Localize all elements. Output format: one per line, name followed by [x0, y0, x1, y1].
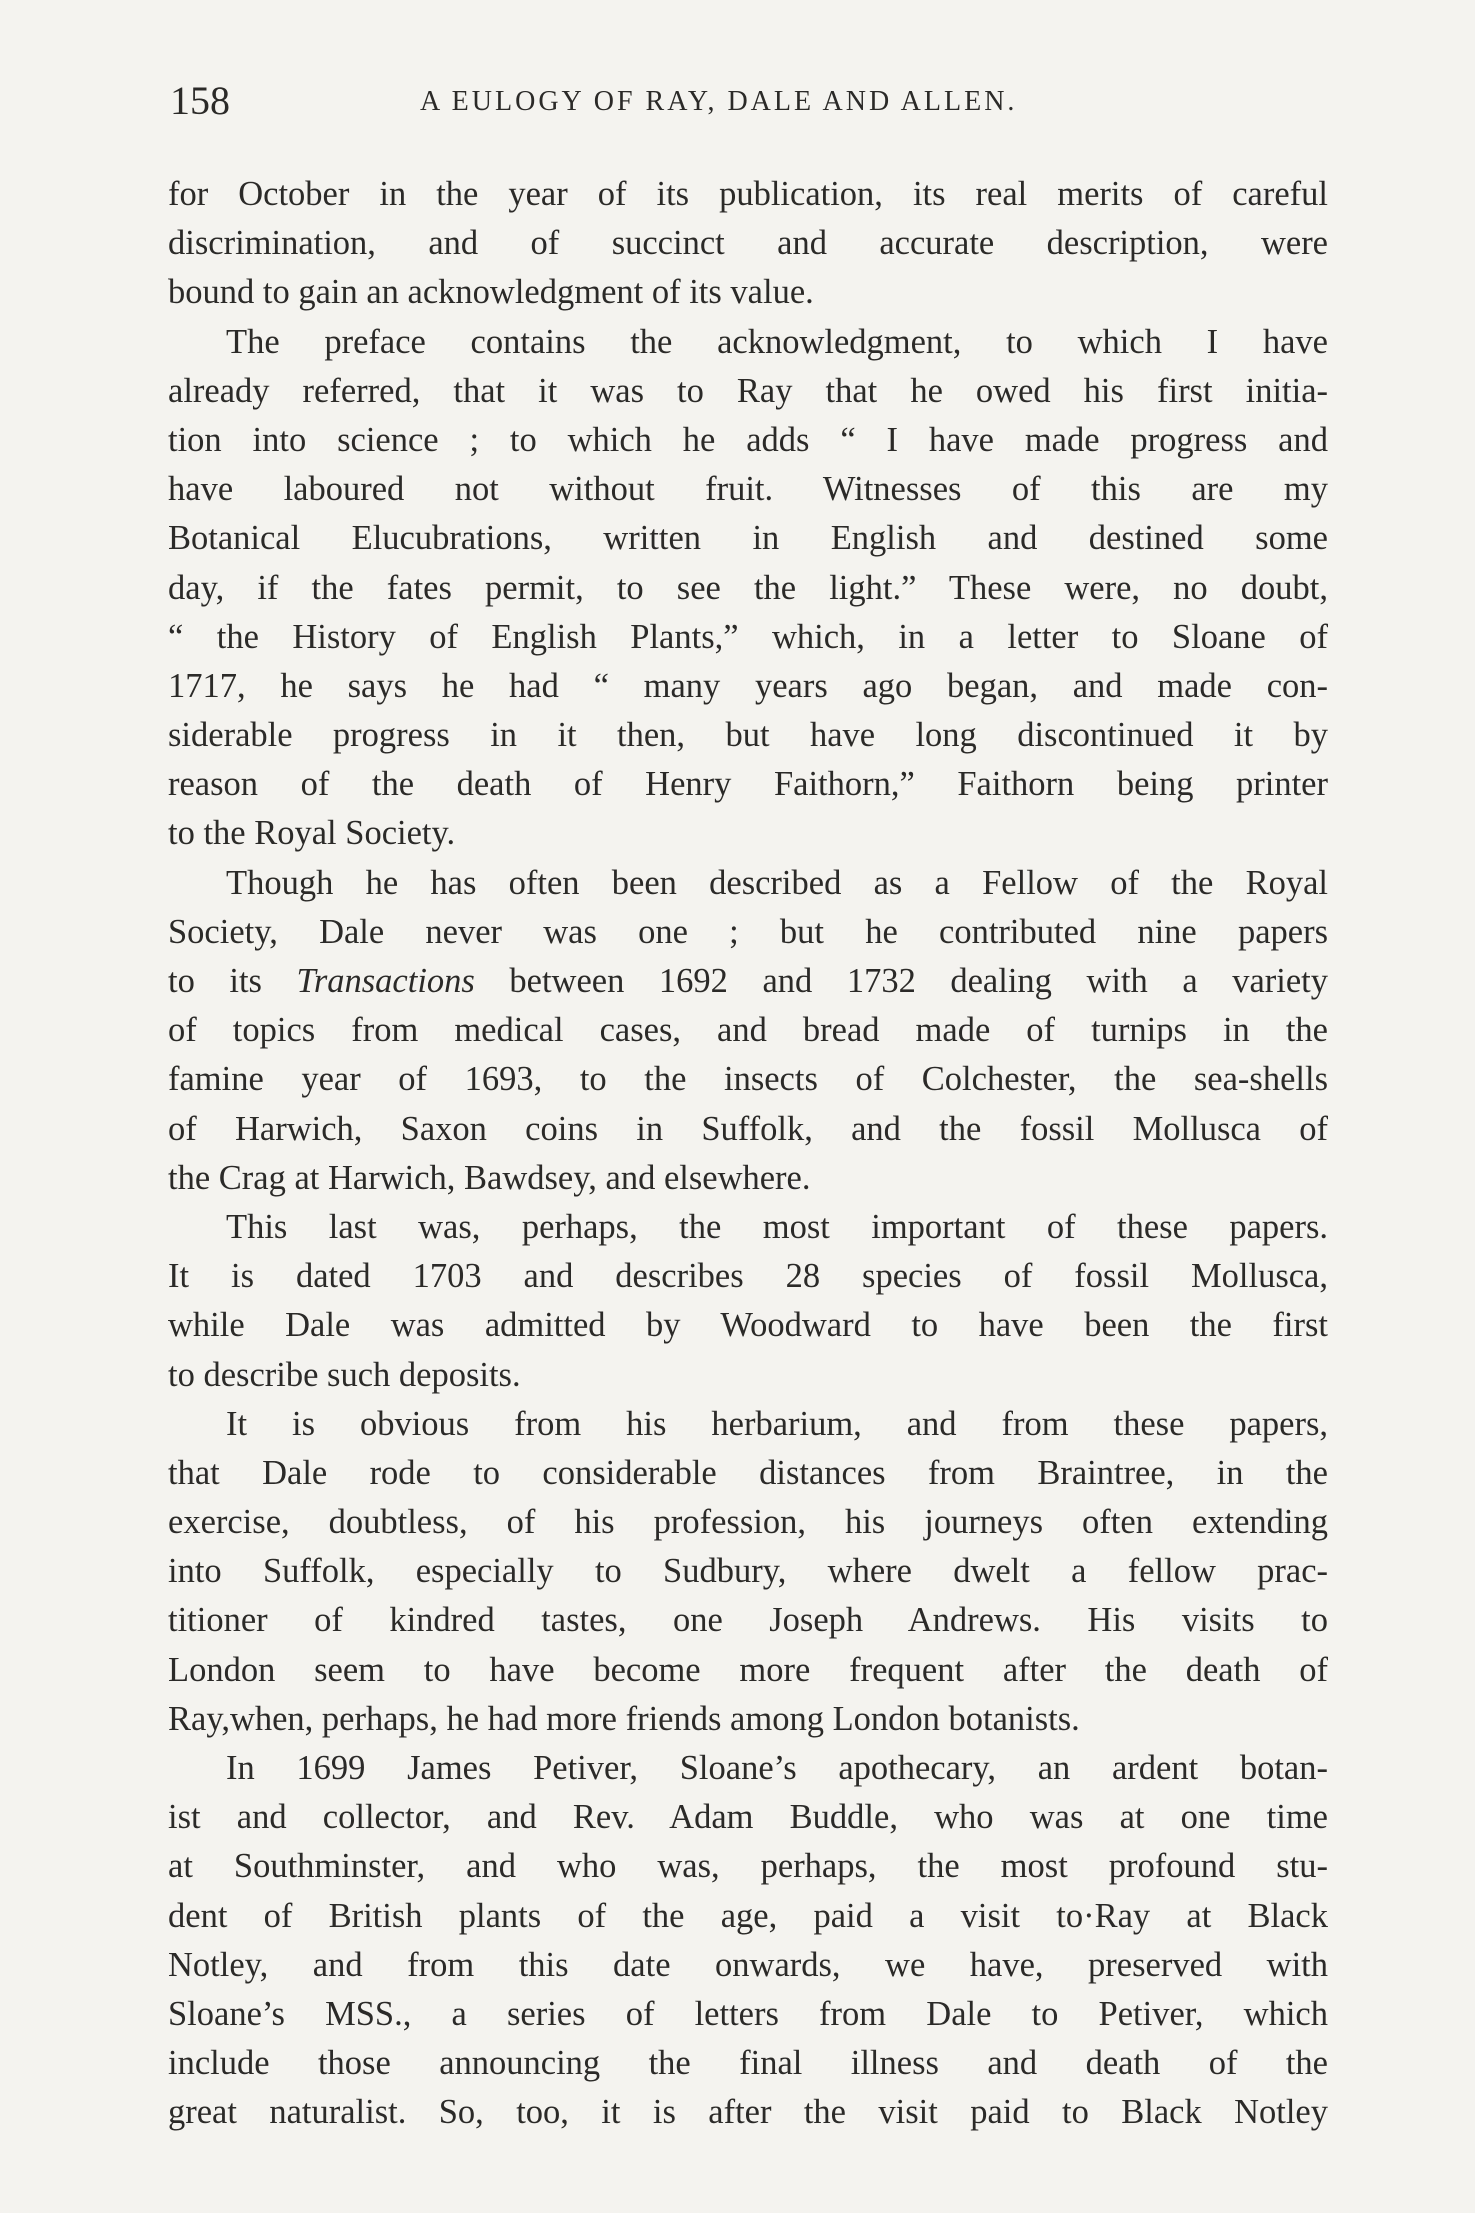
text-line-with-italic [168, 957, 1328, 1006]
text-line: to the Royal Society. [168, 814, 456, 853]
text-line: into Suffolk, especially to Sudbury, where dwelt a fellow prac- [168, 1552, 1328, 1591]
text-line: exercise, doubtless, of his profession, his journeys often extending [168, 1503, 1328, 1542]
line-space [475, 962, 510, 1000]
text-line: Ray,when, perhaps, he had more friends among London botanists. [168, 1699, 1080, 1738]
text-line: famine year of 1693, to the insects of Colchester, the sea-shells [168, 1060, 1328, 1099]
text-line: In 1699 James Petiver, Sloane’s apothecary, an ardent botan- [226, 1749, 1328, 1787]
running-title: A EULOGY OF RAY, DALE AND ALLEN. [420, 86, 1018, 117]
text-line: It is dated 1703 and describes 28 species of fossil Mollusca, [168, 1257, 1328, 1296]
text-line: Botanical Elucubrations, written in English and destined some [168, 519, 1328, 558]
text-line: The preface contains the acknowledgment, to which I have [226, 322, 1328, 361]
text-line: London seem to have become more frequent after the death of [168, 1650, 1328, 1689]
line-prefix: to its [168, 962, 297, 1000]
text-line: reason of the death of Henry Faithorn,” Faithorn being printer [168, 765, 1328, 804]
text-line: great naturalist. So, too, it is after the visit paid to Black Notley [168, 2093, 1328, 2132]
text-line: to describe such deposits. [168, 1355, 521, 1394]
text-line: include those announcing the final illness and death of the [168, 2044, 1328, 2083]
text-line: day, if the fates permit, to see the light.” These were, no doubt, [168, 568, 1328, 607]
text-line: at Southminster, and who was, perhaps, the most profound stu- [168, 1847, 1328, 1886]
text-line: Sloane’s MSS., a series of letters from Dale to Petiver, which [168, 1994, 1328, 2033]
text-line: Notley, and from this date onwards, we have, preserved with [168, 1945, 1328, 1984]
running-head [170, 76, 1330, 126]
text-line: siderable progress in it then, but have long discontinued it by [168, 716, 1328, 755]
body-text [168, 170, 1328, 2138]
text-line: This last was, perhaps, the most important of these papers. [226, 1207, 1328, 1246]
text-line: 1717, he says he had “ many years ago began, and made con- [168, 666, 1328, 705]
italic-journal-title: Transactions [296, 962, 475, 1000]
text-line: while Dale was admitted by Woodward to have been the first [168, 1306, 1328, 1345]
text-line: It is obvious from his herbarium, and from these papers, [226, 1404, 1328, 1443]
line-remainder: between 1692 and 1732 dealing with a variety [509, 962, 1329, 1000]
text-line: for October in the year of its publication, its real merits of careful [168, 175, 1328, 213]
text-line: titioner of kindred tastes, one Joseph Andrews. His visits to [168, 1601, 1328, 1640]
text-line: of Harwich, Saxon coins in Suffolk, and the fossil Mollusca of [168, 1109, 1328, 1148]
page-number: 158 [170, 78, 230, 123]
text-line: ist and collector, and Rev. Adam Buddle, who was at one time [168, 1798, 1328, 1837]
text-line: Society, Dale never was one ; but he contributed nine papers [168, 912, 1328, 951]
text-line: dent of British plants of the age, paid a visit to·Ray at Black [168, 1896, 1328, 1935]
text-line: tion into science ; to which he adds “ I have made progress and [168, 420, 1328, 459]
text-line: the Crag at Harwich, Bawdsey, and elsewhere. [168, 1158, 811, 1197]
text-line: have laboured not without fruit. Witnesses of this are my [168, 470, 1328, 509]
text-line: that Dale rode to considerable distances from Braintree, in the [168, 1453, 1328, 1492]
text-line: “ the History of English Plants,” which, in a letter to Sloane of [168, 617, 1328, 656]
text-line: bound to gain an acknowledgment of its value. [168, 273, 814, 312]
text-line: discrimination, and of succinct and accurate description, were [168, 224, 1328, 263]
text-line: Though he has often been described as a Fellow of the Royal [226, 863, 1328, 902]
text-line: already referred, that it was to Ray that he owed his first initia- [168, 371, 1328, 410]
text-line: of topics from medical cases, and bread made of turnips in the [168, 1011, 1328, 1050]
